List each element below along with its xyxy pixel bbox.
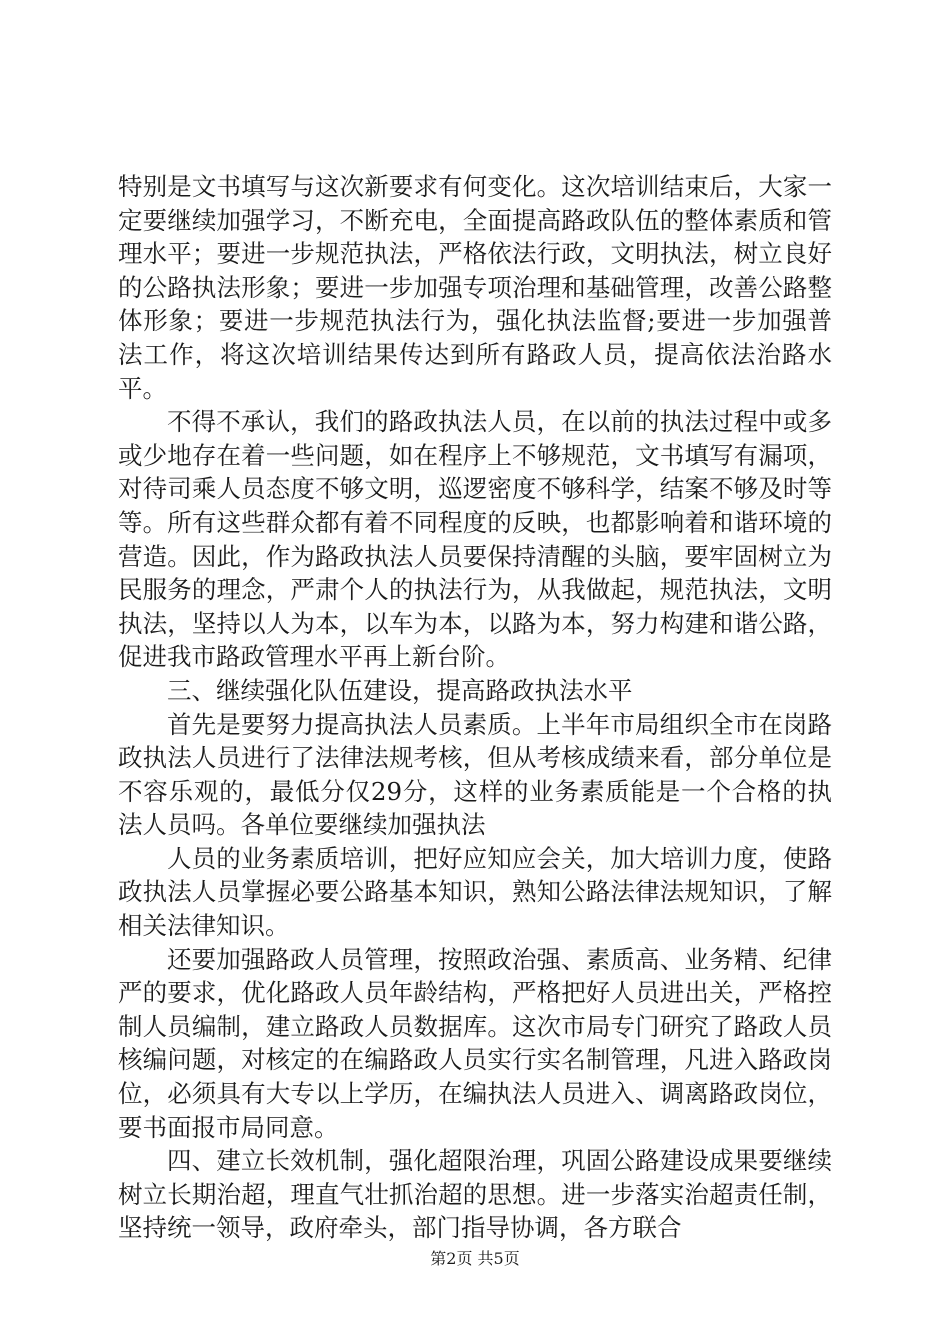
paragraph-2: 不得不承认，我们的路政执法人员，在以前的执法过程中或多或少地存在着一些问题，如在程序上不够规范，文书填写有漏项，对待司乘人员态度不够文明，巡逻密度不够科学，结案不够及时等等。所有这些群众都有着不同程度的反映，也都影响着和谐环境的营造。因此，作为路政执法人员要保持清醒的头脑，要牢固树立为民服务的理念，严肃个人的执法行为，从我做起，规范执法，文明执法，坚持以人为本，以车为本，以路为本，努力构建和谐公路，促进我市路政管理水平再上新台阶。 [118, 407, 832, 672]
paragraph-1: 特别是文书填写与这次新要求有何变化。这次培训结束后，大家一定要继续加强学习，不断充电，全面提高路政队伍的整体素质和管理水平；要进一步规范执法，严格依法行政，文明执法，树立良好的公路执法形象；要进一步加强专项治理和基础管理，改善公路整体形象；要进一步规范执法行为，强化执法监督;要进一步加强普法工作，将这次培训结果传达到所有路政人员，提高依法治路水平。 [118, 172, 832, 403]
section-heading-3: 三、继续强化队伍建设，提高路政执法水平 [167, 675, 633, 705]
paragraph-7: 四、建立长效机制，强化超限治理，巩固公路建设成果要继续树立长期治超，理直气壮抓治超的思想。进一步落实治超责任制，坚持统一领导，政府牵头，部门指导协调，各方联合 [118, 1146, 832, 1243]
paragraph-6: 还要加强路政人员管理，按照政治强、素质高、业务精、纪律严的要求，优化路政人员年龄结构，严格把好人员进出关，严格控制人员编制，建立路政人员数据库。这次市局专门研究了路政人员核编问题，对核定的在编路政人员实行实名制管理，凡进入路政岗位，必须具有大专以上学历，在编执法人员进入、调离路政岗位，要书面报市局同意。 [118, 944, 832, 1142]
page-footer [0, 1246, 950, 1269]
document-body [118, 170, 832, 1245]
paragraph-4: 首先是要努力提高执法人员素质。上半年市局组织全市在岗路政执法人员进行了法律法规考核，但从考核成绩来看，部分单位是不容乐观的，最低分仅29分，这样的业务素质能是一个合格的执法人员吗。各单位要继续加强执法 [118, 709, 832, 840]
page-number-label: 第2页 共5页 [430, 1249, 520, 1268]
paragraph-5: 人员的业务素质培训，把好应知应会关，加大培训力度，使路政执法人员掌握必要公路基本知识，熟知公路法律法规知识，了解相关法律知识。 [118, 843, 832, 941]
